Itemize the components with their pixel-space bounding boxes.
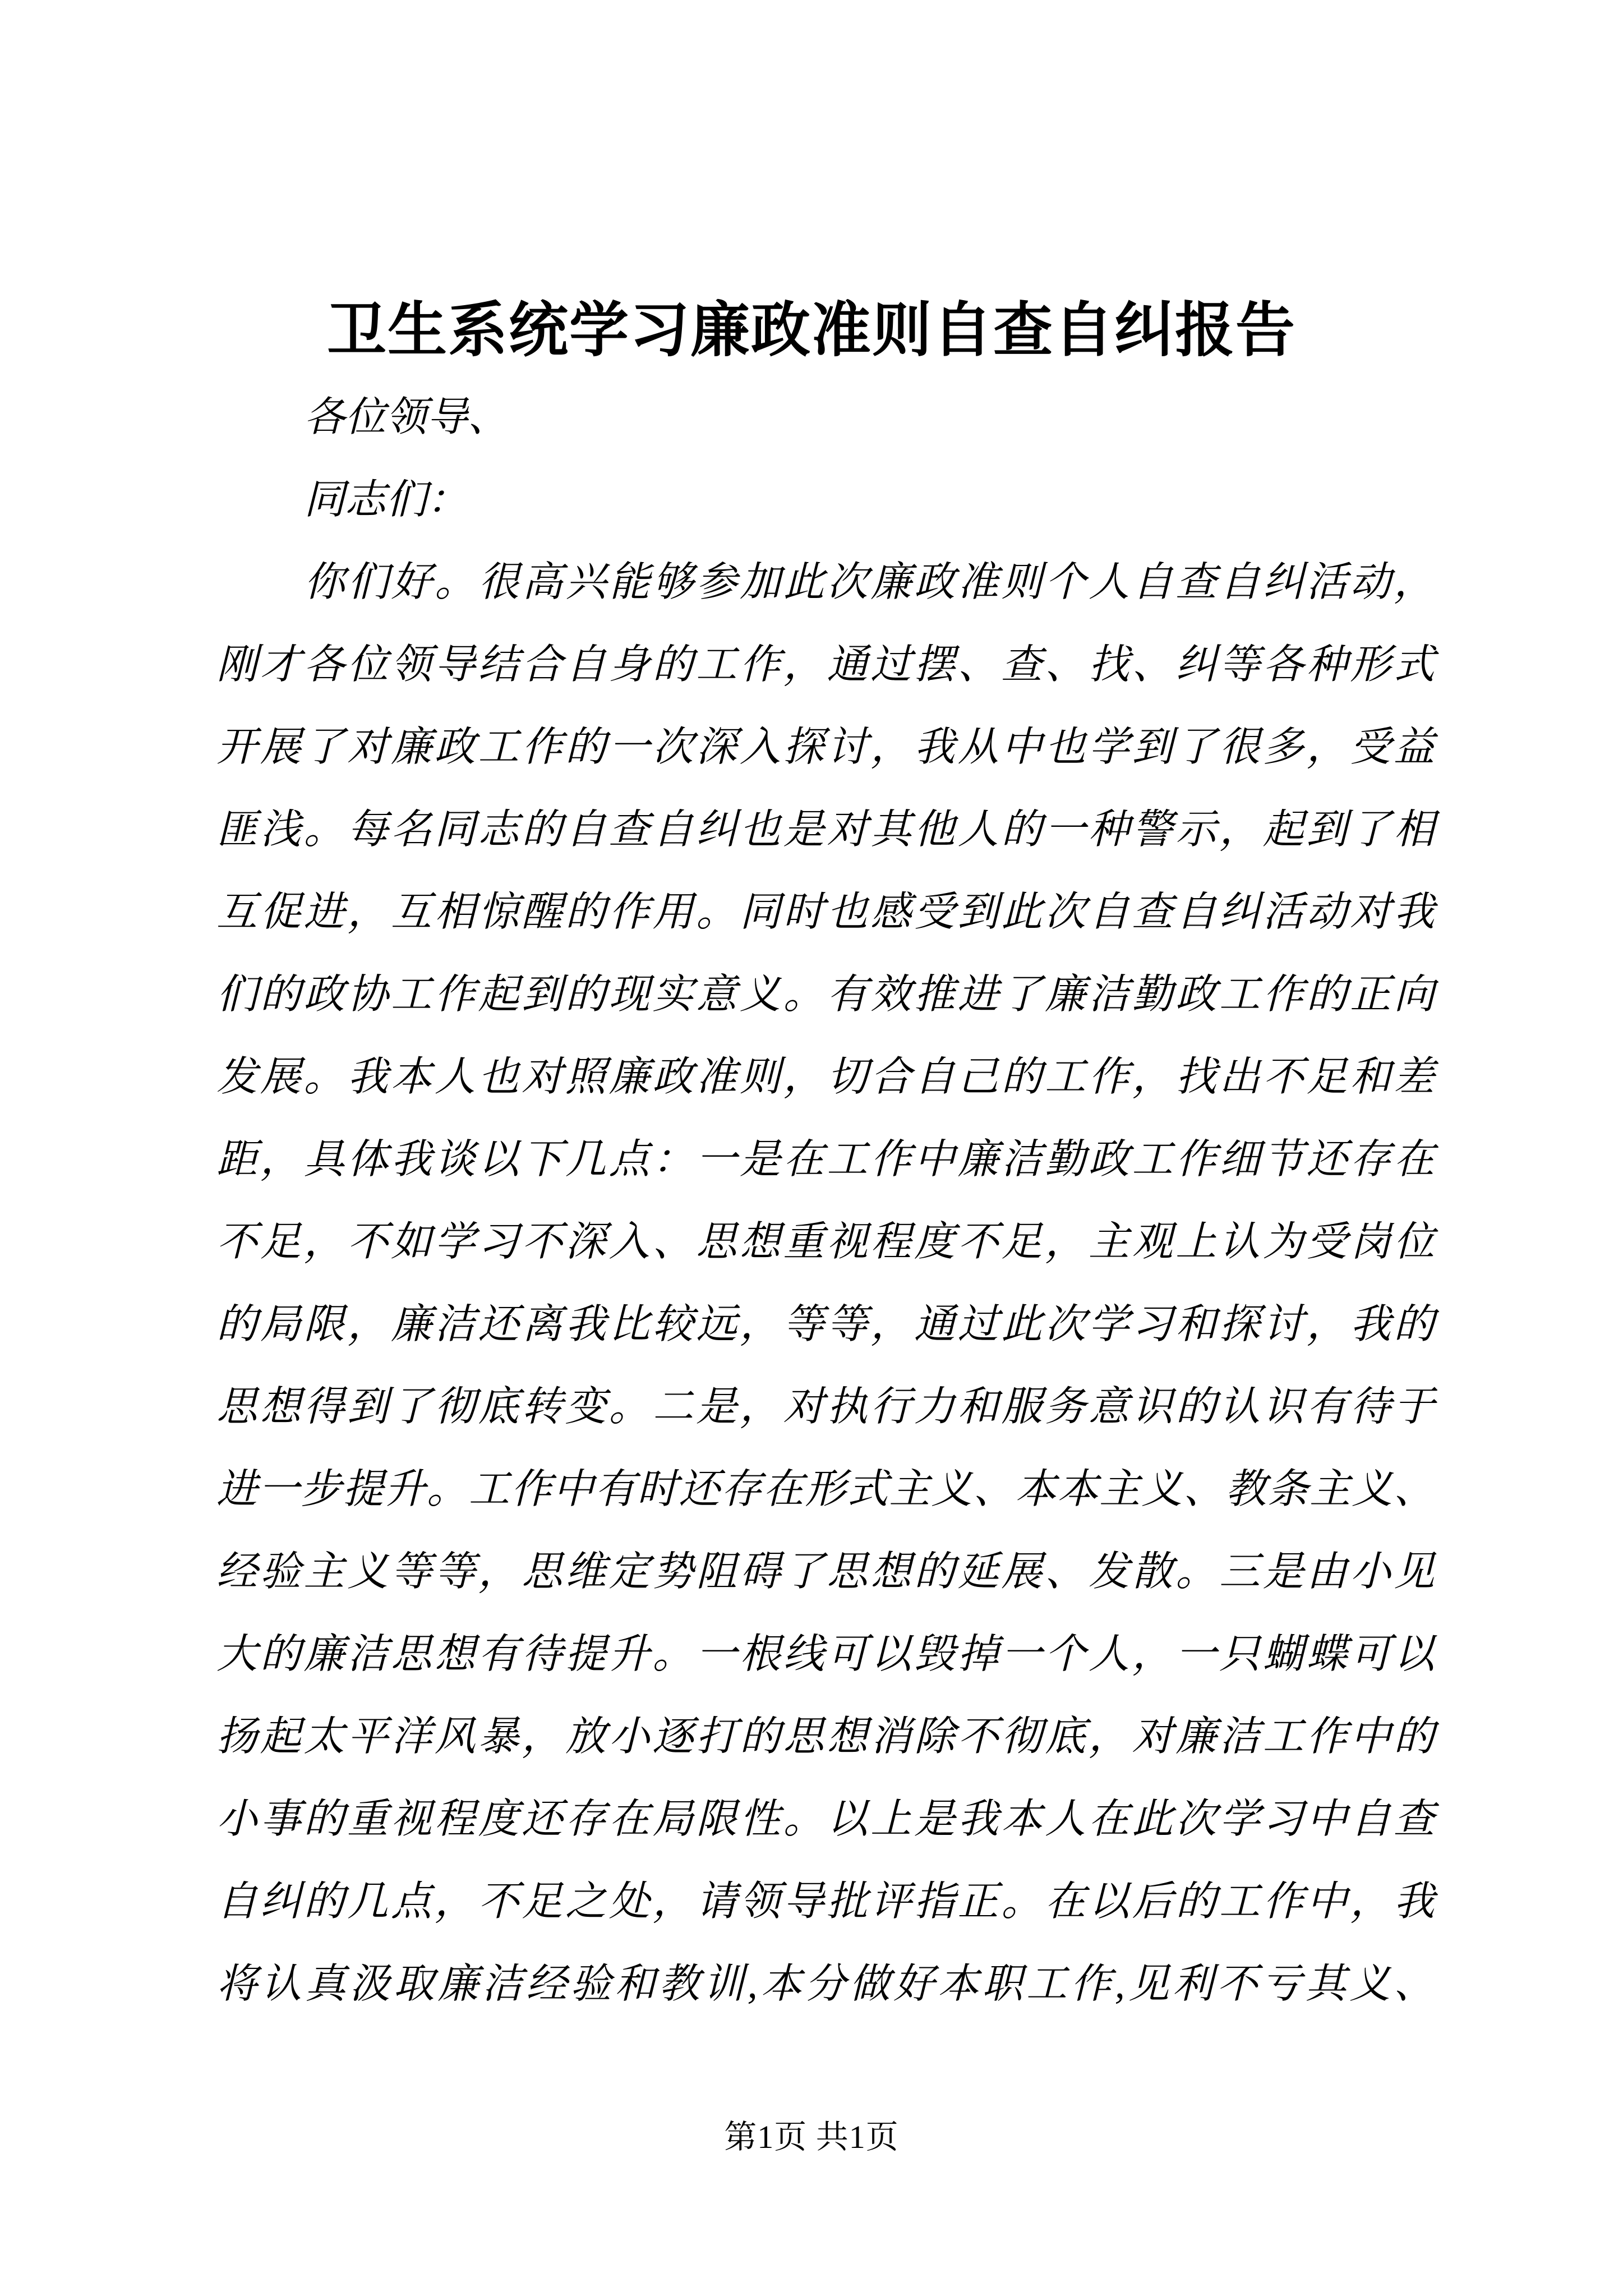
greeting-line-comrades: 同志们：	[304, 477, 468, 522]
body-line: 的局限，廉洁还离我比较远，等等，通过此次学习和探讨，我的	[216, 1301, 1435, 1347]
body-line: 匪浅。每名同志的自查自纠也是对其他人的一种警示，起到了相	[216, 807, 1435, 852]
document-body	[216, 376, 1435, 2025]
body-line: 不足，不如学习不深入、思想重视程度不足，主观上认为受岗位	[216, 1219, 1435, 1264]
document-title: 卫生系统学习廉政准则自查自纠报告	[327, 298, 1296, 364]
body-line: 自纠的几点，不足之处，请领导批评指正。在以后的工作中，我	[216, 1879, 1435, 1924]
body-line: 思想得到了彻底转变。二是，对执行力和服务意识的认识有待于	[216, 1384, 1435, 1429]
body-line: 互促进，互相惊醒的作用。同时也感受到此次自查自纠活动对我	[216, 889, 1435, 935]
body-line: 大的廉洁思想有待提升。一根线可以毁掉一个人，一只蝴蝶可以	[216, 1631, 1435, 1677]
greeting-line-leaders: 各位领导、	[304, 394, 509, 440]
body-line: 进一步提升。工作中有时还存在形式主义、本本主义、教条主义、	[216, 1466, 1435, 1512]
body-line: 小事的重视程度还存在局限性。以上是我本人在此次学习中自查	[216, 1796, 1435, 1842]
body-line: 开展了对廉政工作的一次深入探讨，我从中也学到了很多，受益	[216, 724, 1435, 770]
body-line: 刚才各位领导结合自身的工作，通过摆、查、找、纠等各种形式	[216, 642, 1435, 687]
page-number: 第1页 共1页	[724, 2119, 899, 2155]
body-line: 扬起太平洋风暴，放小逐打的思想消除不彻底，对廉洁工作中的	[216, 1714, 1435, 1759]
body-line: 们的政协工作起到的现实意义。有效推进了廉洁勤政工作的正向	[216, 972, 1435, 1017]
body-line: 发展。我本人也对照廉政准则，切合自己的工作，找出不足和差	[216, 1054, 1435, 1099]
body-line: 你们好。很高兴能够参加此次廉政准则个人自查自纠活动，	[304, 559, 1435, 605]
body-line: 将认真汲取廉洁经验和教训,本分做好本职工作,见利不亏其义、	[216, 1961, 1435, 2007]
body-line: 经验主义等等，思维定势阻碍了思想的延展、发散。三是由小见	[216, 1549, 1435, 1594]
body-line: 距，具体我谈以下几点：一是在工作中廉洁勤政工作细节还存在	[216, 1137, 1435, 1182]
